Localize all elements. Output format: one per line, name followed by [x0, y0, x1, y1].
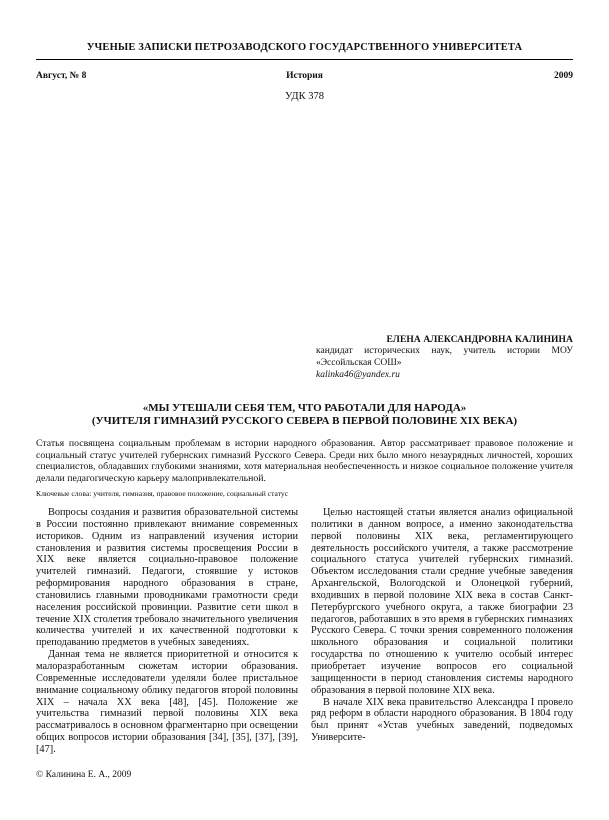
udc-code: УДК 378: [285, 91, 324, 102]
paragraph: В начале XIX века правительство Александра I провело ряд реформ в области народного образования. В 1804 году был принят «Устав учебных заведений, подведомых Университе-: [311, 696, 573, 744]
journal-title: УЧЕНЫЕ ЗАПИСКИ ПЕТРОЗАВОДСКОГО ГОСУДАРСТВЕННОГО УНИВЕРСИТЕТА: [86, 42, 523, 53]
author-affiliation: кандидат исторических наук, учитель истории МОУ «Эссойльская СОШ»: [316, 346, 573, 368]
abstract: Статья посвящена социальным проблемам в истории народного образования. Автор рассматривает правовое положение и социальный статус учителей губернских гимназий Русского Севера. Среди них было много незаурядных личностей, хороших специалистов, обладавших глубокими знаниями, хотя материальная необеспеченность и низкое социальное положение учителя делали педагогическую карьеру малопривлекательной.: [36, 438, 573, 484]
article-title-line-2: (УЧИТЕЛЯ ГИМНАЗИЙ РУССКОГО СЕВЕРА В ПЕРВОЙ ПОЛОВИНЕ XIX ВЕКА): [91, 415, 518, 427]
article-title: [36, 402, 573, 428]
article-title-line-1: «МЫ УТЕШАЛИ СЕБЯ ТЕМ, ЧТО РАБОТАЛИ ДЛЯ НАРОДА»: [142, 402, 467, 414]
issue-label: Август, № 8: [36, 71, 87, 81]
author-email[interactable]: kalinka46@yandex.ru: [316, 370, 400, 380]
paragraph: Данная тема не является приоритетной и относится к малоразработанным сюжетам истории образования. Современные исследователи уделяли более пристальное внимание социальному облику педагогов второй половины XIX – начала XX века [48], [45]. Положение же учительства гимназий первой половины XIX века рассматривалось в основном фрагментарно при освещении общих вопросов истории образования [34], [35], [37], [39], [47].: [36, 649, 298, 755]
paragraph: Целью настоящей статьи является анализ официальной политики в данном вопросе, а именно законодательства первой половины XIX века, регламентирующего деятельность российского учителя, а также рассмотрение социального статуса учителей губернских гимназий. Объектом исследования стали средние учебные заведения Архангельской, Вологодской и Олонецкой губерний, входивших в первой половине XIX века в состав Санкт-Петербургского учебного округа, а также биографии 23 педагогов, работавших в это время в губернских гимназиях Русского Севера. С точки зрения современного положения школьного образования и социальной политики государства по отношению к учителю особый интерес приобретает изучение вопросов его социальной защищенности в период становления системы народного образования в первой половине XIX века.: [311, 507, 573, 696]
body-column-right: [311, 507, 573, 744]
year-label: 2009: [554, 71, 573, 81]
copyright: © Калинина Е. А., 2009: [36, 770, 132, 780]
body-column-left: [36, 507, 298, 756]
header-divider: [36, 59, 573, 60]
section-label: История: [286, 71, 323, 81]
keywords: Ключевые слова: учителя, гимназия, правовое положение, социальный статус: [36, 489, 289, 498]
paragraph: Вопросы создания и развития образовательной системы в России постоянно привлекают внимание современных историков. Одним из направлений изучения истории становления и развития системы просвещения России в XIX веке является социально-правовое положение учителей гимназий. Педагоги, стоявшие у истоков реформирования народного образования в стране, становились главными проводниками грамотности среди населения российской провинции. Развитие сети школ в течение XIX столетия требовало значительного увеличения количества учителей и их качественной подготовки к преподаванию предметов в учебных заведениях.: [36, 507, 298, 649]
author-name: ЕЛЕНА АЛЕКСАНДРОВНА КАЛИНИНА: [386, 335, 573, 345]
